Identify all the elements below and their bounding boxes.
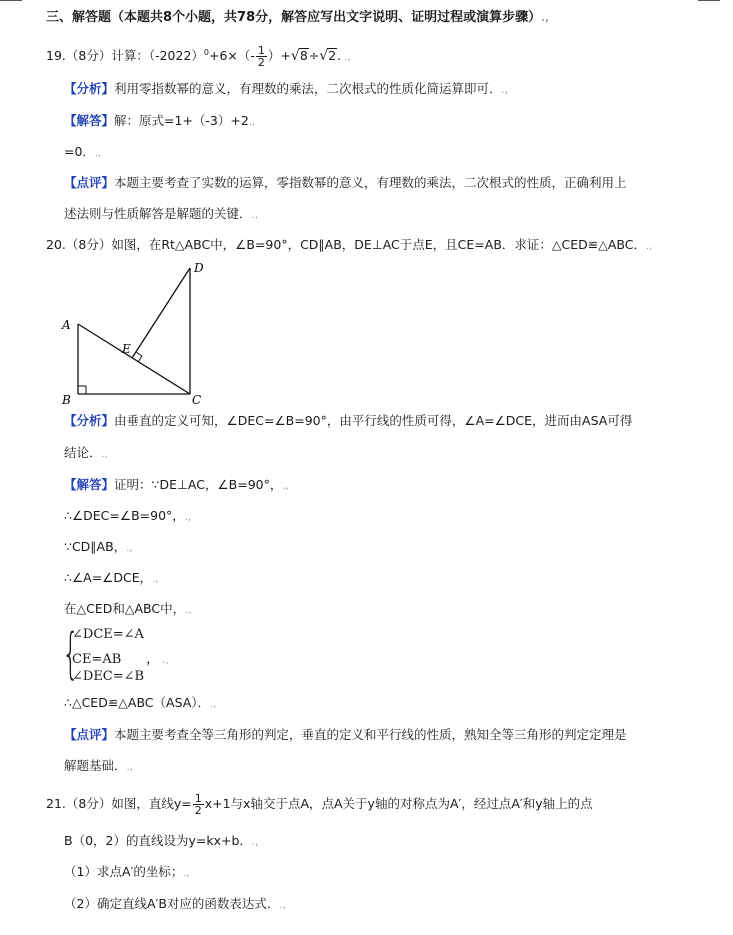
q20-equation-system bbox=[62, 622, 182, 685]
system-row-3: ∠DEC=∠B bbox=[72, 669, 145, 684]
brace-icon: { bbox=[62, 622, 80, 685]
q20-answer: 【解答】证明：∵DE⊥AC，∠B=90°，., bbox=[64, 477, 289, 492]
q19-comment-cont: 述法则与性质解答是解题的关键．., bbox=[64, 206, 258, 221]
top-rule-left bbox=[0, 0, 22, 1]
q20-comment: 【点评】本题主要考查全等三角形的判定，垂直的定义和平行线的性质，熟知全等三角形的判定定理是 bbox=[64, 727, 627, 742]
section-heading: 三、解答题（本题共8个小题，共78分，解答应写出文字说明、证明过程或演算步骤）., bbox=[46, 10, 549, 25]
q21-part-2: （2）确定直线A′B对应的函数表达式．., bbox=[64, 896, 286, 911]
q21-part-1: （1）求点A′的坐标；., bbox=[64, 864, 190, 879]
q20-analysis: 【分析】由垂直的定义可知，∠DEC=∠B=90°，由平行线的性质可得，∠A=∠DCE，进而由ASA可得 bbox=[64, 413, 633, 428]
q20-step-2: ∵CD∥AB，., bbox=[64, 539, 133, 554]
segment-de bbox=[132, 268, 190, 358]
q20-statement: 20.（8分）如图，在Rt△ABC中，∠B=90°，CD∥AB，DE⊥AC于点E，且CE=AB．求证：△CED≌△ABC．., bbox=[46, 237, 653, 252]
q19-comment: 【点评】本题主要考查了实数的运算，零指数幂的意义，有理数的乘法，二次根式的性质，正确利用上 bbox=[64, 175, 627, 190]
q20-step-3: ∴∠A=∠DCE，., bbox=[64, 570, 159, 585]
label-b: B bbox=[62, 393, 71, 407]
system-row-1: ∠DCE=∠A bbox=[72, 627, 144, 642]
top-rule-right bbox=[698, 0, 720, 1]
q21-statement: 21.（8分）如图，直线y= $\frac{1}{2}$ x+1与x轴交于点A，点A关于y轴的对称点为A′，经过点A′和y轴上的点 bbox=[46, 792, 593, 817]
label-d: D bbox=[194, 261, 204, 275]
q20-comment-cont: 解题基础．., bbox=[64, 758, 133, 773]
label-a: A bbox=[62, 318, 71, 332]
q19-answer: 【解答】解：原式=1+（-3）+2., bbox=[64, 113, 256, 128]
q21-fraction: $\frac{1}{2}$ bbox=[194, 792, 202, 817]
q19-statement: 19.（8分）计算：$(-2022)^0+6\times(-$ $\frac{1}{2}$ ）+√8÷√2. ., bbox=[46, 44, 351, 70]
label-e: E bbox=[122, 342, 131, 356]
q21-statement-cont: B（0，2）的直线设为y=kx+b．., bbox=[64, 833, 259, 848]
q20-step-4: 在△CED和△ABC中，., bbox=[64, 601, 192, 616]
q20-step-1: ∴∠DEC=∠B=90°，., bbox=[64, 508, 192, 523]
label-c: C bbox=[192, 393, 202, 407]
q19-sqrt-2: 2 bbox=[328, 48, 337, 64]
q20-figure bbox=[60, 258, 220, 408]
q19-fraction: $\frac{1}{2}$ bbox=[257, 44, 265, 70]
segment-ac bbox=[78, 324, 190, 394]
system-row-2: CE=AB ， ., bbox=[72, 652, 169, 667]
q19-sqrt-8: 8 bbox=[299, 48, 308, 64]
q20-analysis-cont: 结论．., bbox=[64, 445, 108, 460]
right-angle-b bbox=[78, 386, 86, 394]
q19-analysis: 【分析】利用零指数幂的意义，有理数的乘法，二次根式的性质化简运算即可．., bbox=[64, 81, 508, 96]
q19-result: =0．., bbox=[64, 144, 102, 159]
q20-conclusion: ∴△CED≌△ABC（ASA）．., bbox=[64, 695, 217, 710]
